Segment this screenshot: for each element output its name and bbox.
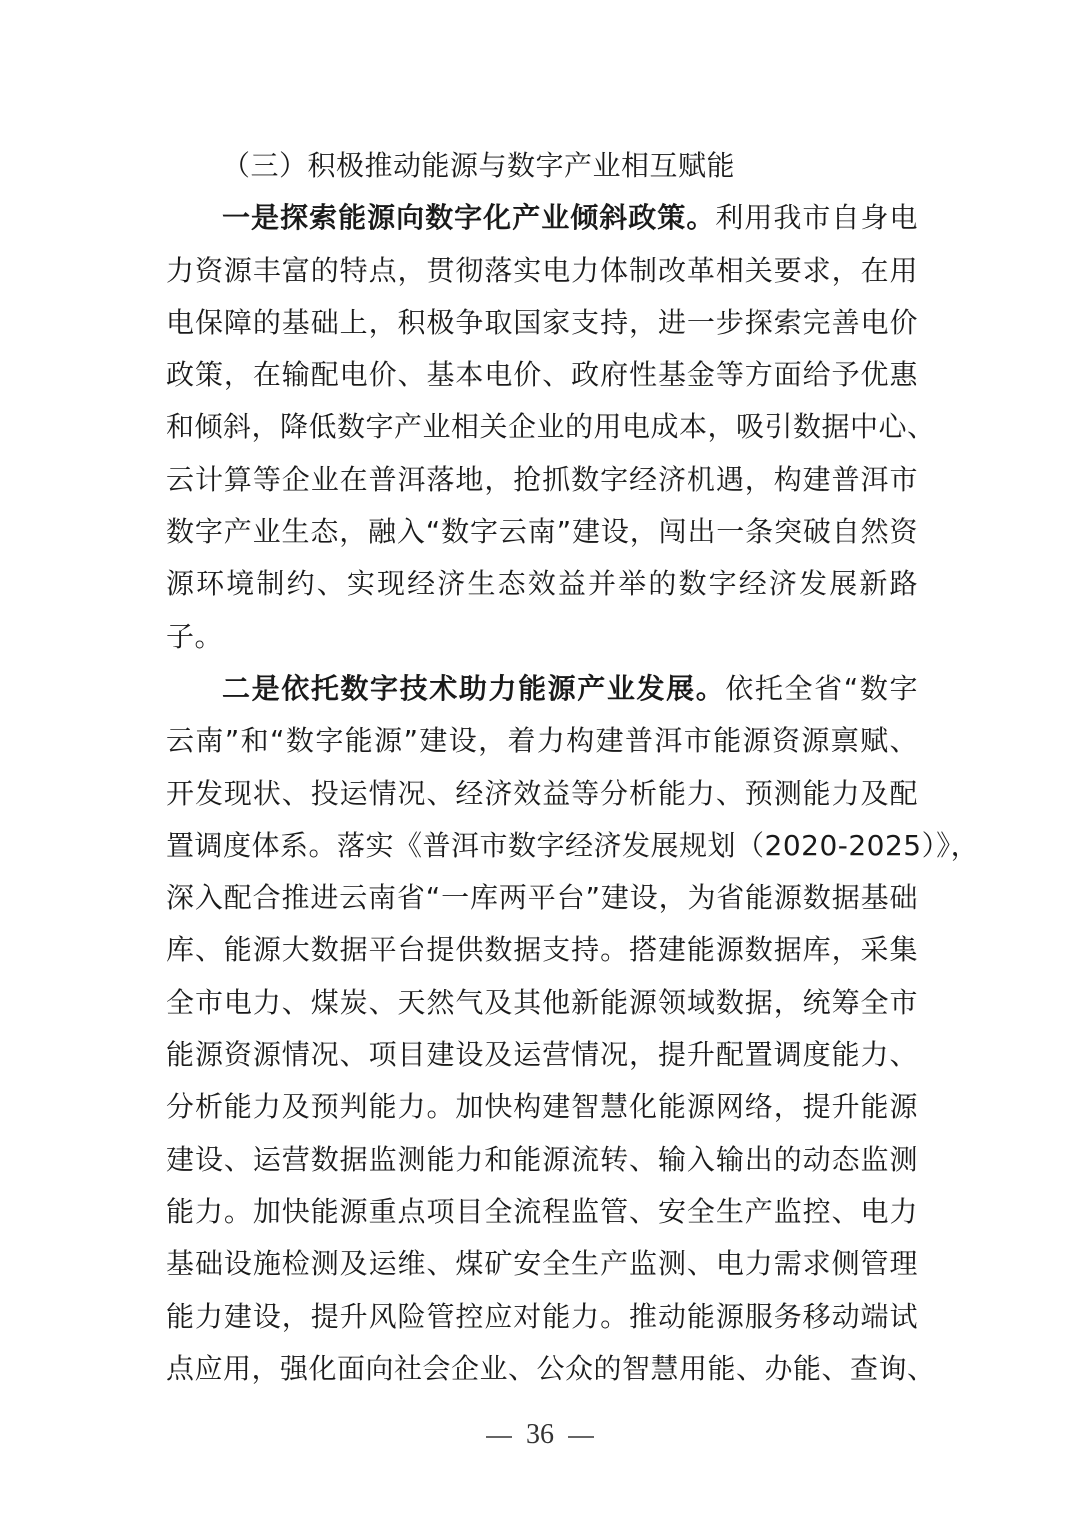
paragraph-line: 置调度体系。落实《普洱市数字经济发展规划（2020-2025）》， xyxy=(166,828,980,862)
paragraph-line: 深入配合推进云南省“一库两平台”建设，为省能源数据基础 xyxy=(166,881,918,915)
paragraph-line: 一是探索能源向数字化产业倾斜政策。利用我市自身电 xyxy=(222,201,918,235)
paragraph-line: 云南”和“数字能源”建设，着力构建普洱市能源资源禀赋、 xyxy=(166,724,918,758)
paragraph-line: 数字产业生态，融入“数字云南”建设，闯出一条突破自然资 xyxy=(166,515,918,549)
paragraph-line: 和倾斜，降低数字产业相关企业的用电成本，吸引数据中心、 xyxy=(166,410,936,444)
paragraph-line: 政策，在输配电价、基本电价、政府性基金等方面给予优惠 xyxy=(166,358,918,392)
paragraph-line: 云计算等企业在普洱落地，抢抓数字经济机遇，构建普洱市 xyxy=(166,462,918,496)
document-page xyxy=(166,140,980,1395)
paragraph-line: 点应用，强化面向社会企业、公众的智慧用能、办能、查询、 xyxy=(166,1351,936,1385)
paragraph-line: 基础设施检测及运维、煤矿安全生产监测、电力需求侧管理 xyxy=(166,1247,918,1281)
paragraph-line: 库、能源大数据平台提供数据支持。搭建能源数据库，采集 xyxy=(166,933,918,967)
page-number: 36 xyxy=(526,1419,554,1450)
paragraph-line: 全市电力、煤炭、天然气及其他新能源领域数据，统筹全市 xyxy=(166,985,918,1019)
paragraph-digital-tech xyxy=(166,663,980,1395)
paragraph-line: 电保障的基础上，积极争取国家支持，进一步探索完善电价 xyxy=(166,305,918,339)
paragraph-line: 力资源丰富的特点，贯彻落实电力体制改革相关要求，在用 xyxy=(166,253,918,287)
dash-right xyxy=(568,1436,594,1438)
paragraph-line: 能力建设，提升风险管控应对能力。推动能源服务移动端试 xyxy=(166,1299,918,1333)
page-footer xyxy=(0,1415,1080,1455)
dash-left xyxy=(486,1436,512,1438)
section-heading: （三）积极推动能源与数字产业相互赋能 xyxy=(222,149,736,182)
paragraph-line: 建设、运营数据监测能力和能源流转、输入输出的动态监测 xyxy=(166,1142,918,1176)
paragraph-energy-policy xyxy=(166,192,936,663)
paragraph-line: 子。 xyxy=(166,619,224,653)
paragraph-lead: 一是探索能源向数字化产业倾斜政策。 xyxy=(222,201,716,235)
paragraph-line: 分析能力及预判能力。加快构建智慧化能源网络，提升能源 xyxy=(166,1090,918,1124)
paragraph-line: 二是依托数字技术助力能源产业发展。依托全省“数字 xyxy=(222,671,918,705)
paragraph-line: 开发现状、投运情况、经济效益等分析能力、预测能力及配 xyxy=(166,776,918,810)
paragraph-line: 源环境制约、实现经济生态效益并举的数字经济发展新路 xyxy=(166,567,918,601)
paragraph-lead: 二是依托数字技术助力能源产业发展。 xyxy=(222,671,726,705)
paragraph-line: 能力。加快能源重点项目全流程监管、安全生产监控、电力 xyxy=(166,1194,918,1228)
paragraph-line: 能源资源情况、项目建设及运营情况，提升配置调度能力、 xyxy=(166,1038,918,1072)
